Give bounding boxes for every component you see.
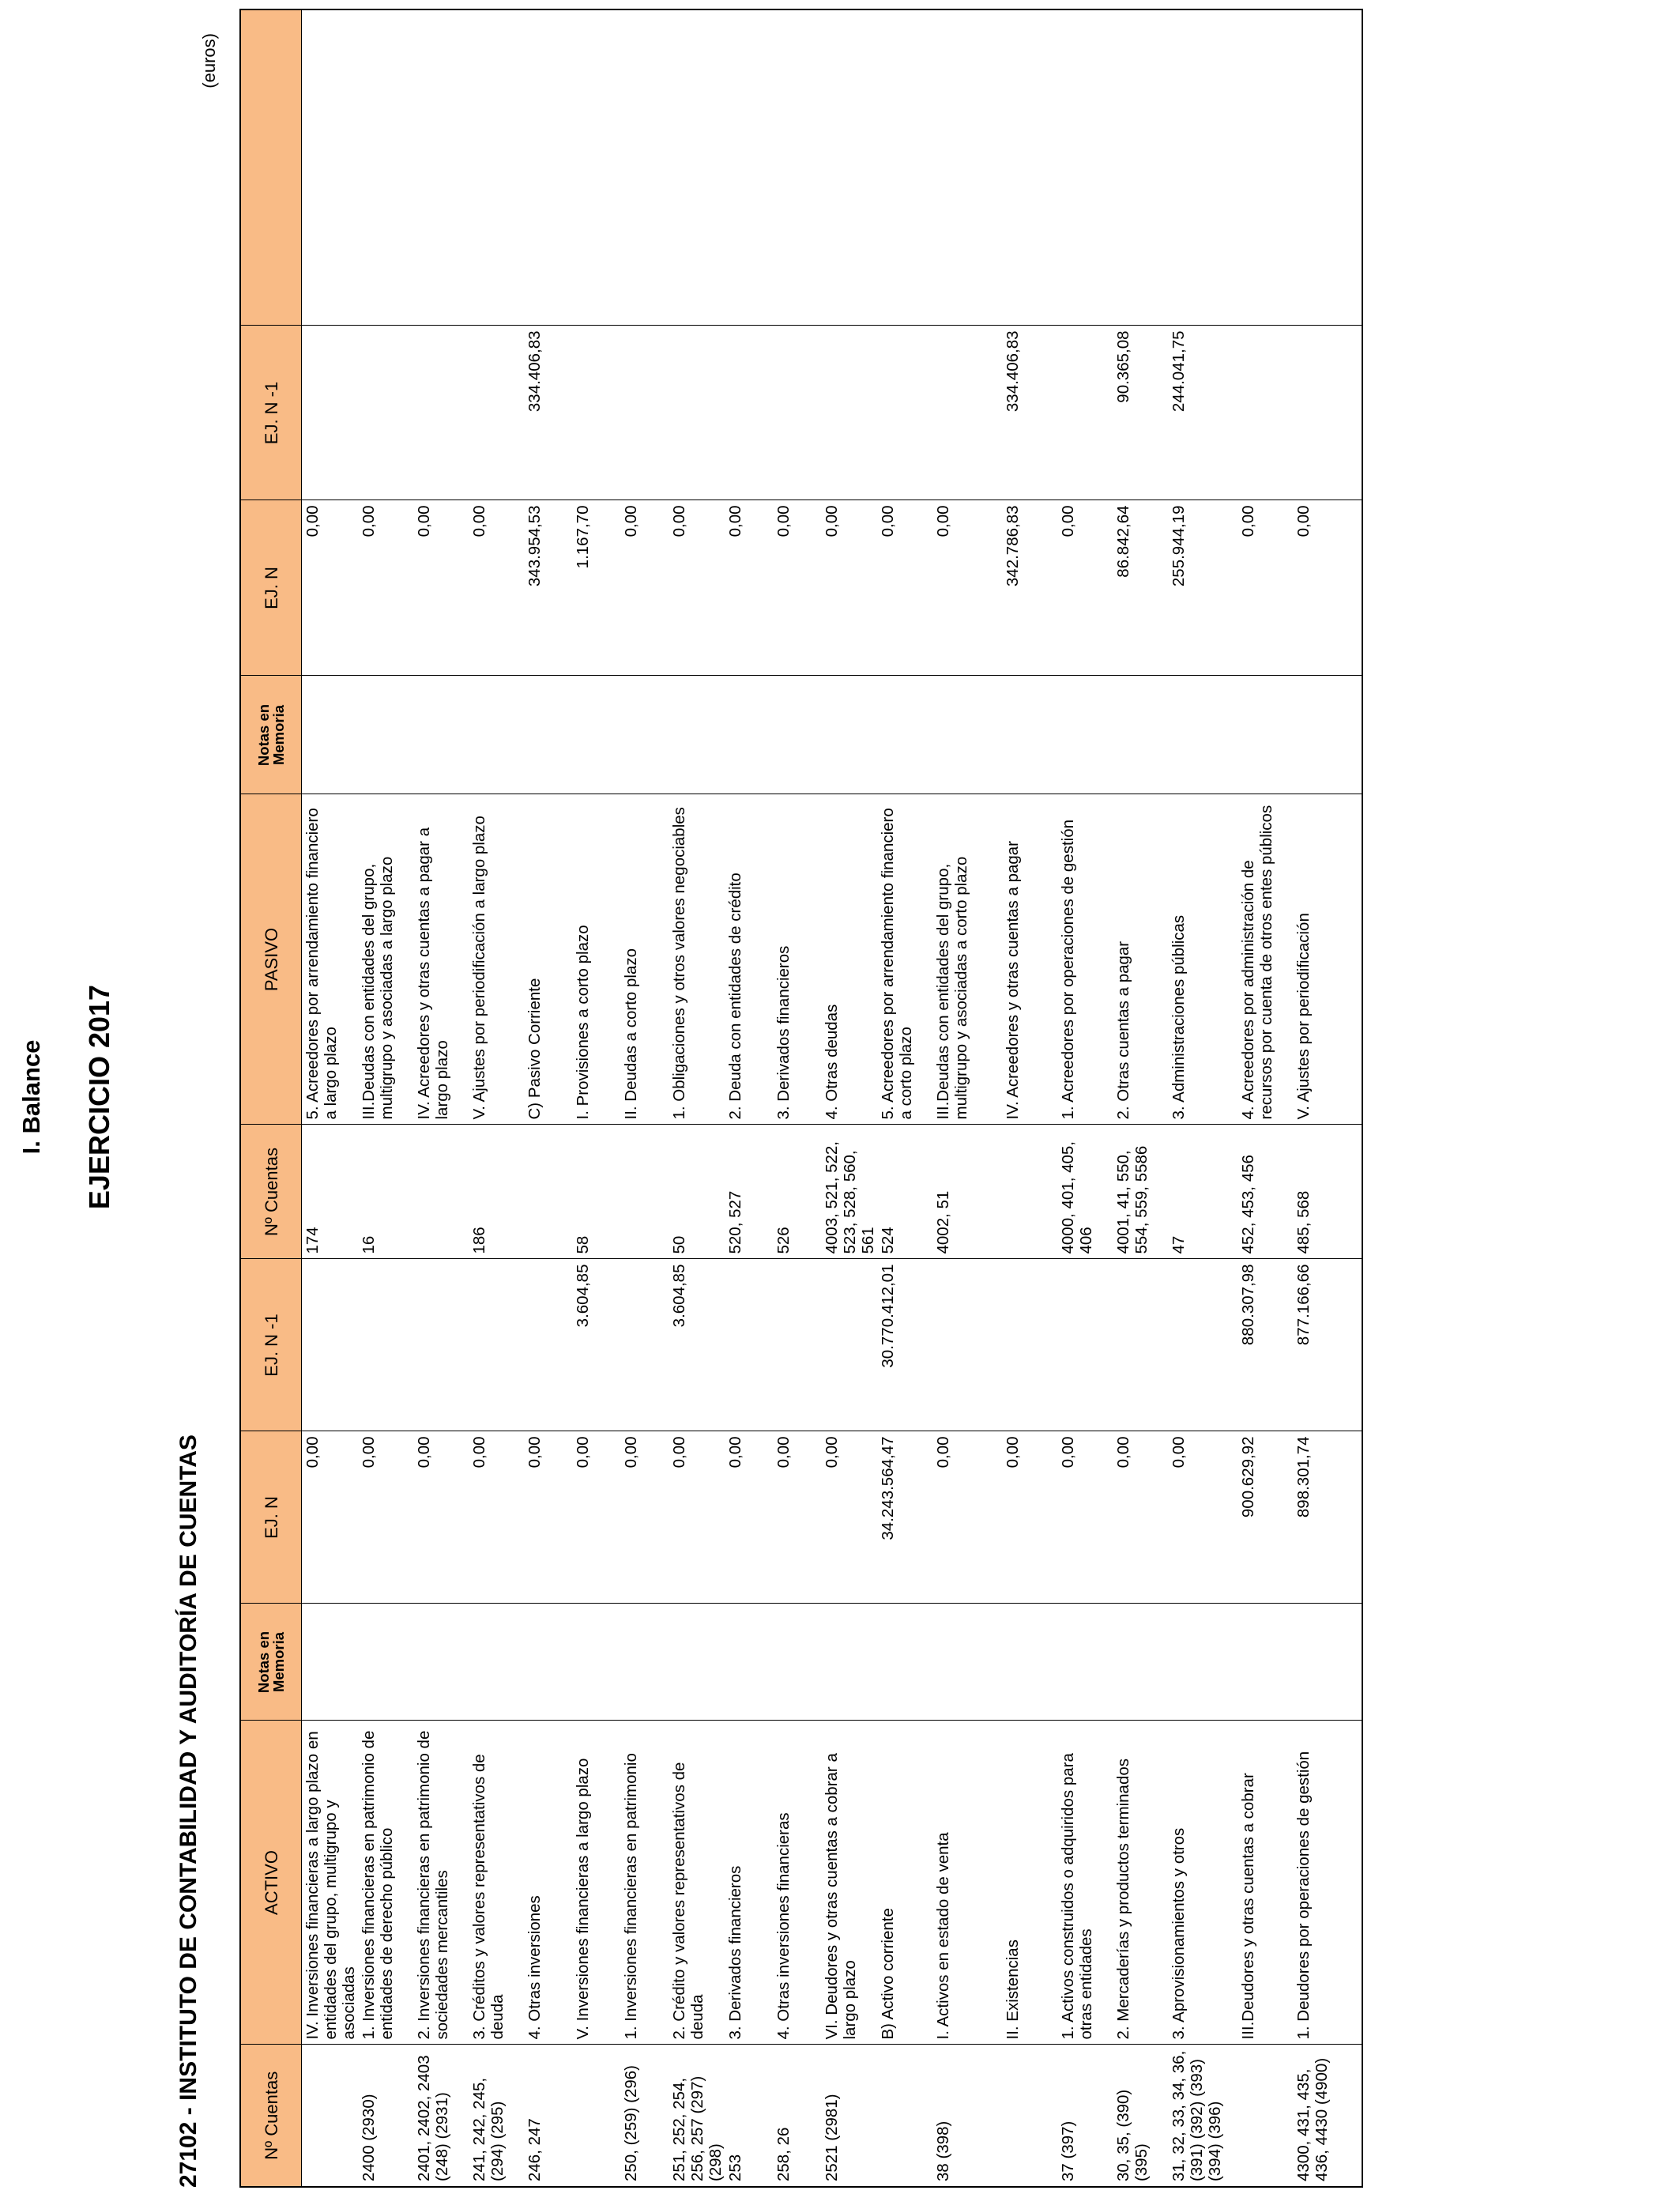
activo-notas-cell — [524, 1604, 572, 1721]
activo-ejn1-cell — [469, 1259, 524, 1431]
table-body — [302, 9, 1363, 2187]
activo-account-cell: 241, 242, 245, (294) (295) — [469, 2045, 524, 2187]
activo-account-cell: 253 — [725, 2045, 773, 2187]
pasivo-ejn-cell: 0,00 — [1293, 500, 1362, 676]
activo-ejn1-cell — [932, 1259, 1002, 1431]
pasivo-concept-cell: III.Deudas con entidades del grupo, multigrupo y asociadas a corto plazo — [932, 794, 1002, 1125]
pasivo-ejn-cell: 0,00 — [302, 500, 359, 676]
activo-account-cell — [1002, 2045, 1057, 2187]
pasivo-account-cell: 524 — [877, 1125, 932, 1259]
pasivo-concept-cell: 5. Acreedores por arrendamiento financiero a corto plazo — [877, 794, 932, 1125]
blank-cell — [1168, 9, 1237, 326]
table-row — [1237, 9, 1293, 2187]
blank-cell — [524, 9, 572, 326]
activo-ejn-cell: 34.243.564,47 — [877, 1431, 932, 1604]
pasivo-ejn1-cell — [572, 326, 620, 500]
pasivo-account-cell: 47 — [1168, 1125, 1237, 1259]
activo-ejn-cell: 0,00 — [572, 1431, 620, 1604]
table-row — [358, 9, 413, 2187]
activo-ejn-cell: 0,00 — [669, 1431, 725, 1604]
pasivo-notas-cell — [1293, 676, 1362, 794]
activo-notas-cell — [1293, 1604, 1362, 1721]
activo-ejn1-cell: 30.770.412,01 — [877, 1259, 932, 1431]
activo-ejn1-cell — [413, 1259, 469, 1431]
pasivo-notas-cell — [358, 676, 413, 794]
pasivo-concept-cell: 4. Acreedores por administración de recursos por cuenta de otros entes públicos — [1237, 794, 1293, 1125]
activo-notas-cell — [620, 1604, 669, 1721]
pasivo-notas-cell — [773, 676, 821, 794]
table-row — [524, 9, 572, 2187]
pasivo-ejn-cell: 0,00 — [358, 500, 413, 676]
activo-ejn1-cell — [725, 1259, 773, 1431]
pasivo-concept-cell: IV. Acreedores y otras cuentas a pagar — [1002, 794, 1057, 1125]
header-blank — [240, 9, 302, 326]
pasivo-ejn-cell: 0,00 — [821, 500, 877, 676]
pasivo-concept-cell: C) Pasivo Corriente — [524, 794, 572, 1125]
header-notas-pasivo — [240, 676, 302, 794]
activo-ejn1-cell: 877.166,66 — [1293, 1259, 1362, 1431]
pasivo-concept-cell: I. Provisiones a corto plazo — [572, 794, 620, 1125]
activo-concept-cell: III.Deudores y otras cuentas a cobrar — [1237, 1721, 1293, 2045]
pasivo-notas-cell — [877, 676, 932, 794]
activo-ejn1-cell: 3.604,85 — [572, 1259, 620, 1431]
activo-account-cell: 30, 35, (390) (395) — [1113, 2045, 1168, 2187]
activo-ejn-cell: 0,00 — [932, 1431, 1002, 1604]
activo-notas-cell — [877, 1604, 932, 1721]
pasivo-ejn1-cell — [877, 326, 932, 500]
activo-account-cell: 2400 (2930) — [358, 2045, 413, 2187]
activo-account-cell: 250, (259) (296) — [620, 2045, 669, 2187]
pasivo-ejn-cell: 0,00 — [620, 500, 669, 676]
pasivo-concept-cell: 3. Derivados financieros — [773, 794, 821, 1125]
header-ejn1-activo: EJ. N -1 — [240, 1259, 302, 1431]
activo-account-cell: 37 (397) — [1057, 2045, 1113, 2187]
pasivo-notas-cell — [932, 676, 1002, 794]
blank-cell — [932, 9, 1002, 326]
pasivo-ejn1-cell — [469, 326, 524, 500]
activo-concept-cell: I. Activos en estado de venta — [932, 1721, 1002, 2045]
pasivo-ejn1-cell — [1293, 326, 1362, 500]
activo-account-cell — [1237, 2045, 1293, 2187]
blank-cell — [572, 9, 620, 326]
pasivo-account-cell: 16 — [358, 1125, 413, 1259]
pasivo-account-cell: 186 — [469, 1125, 524, 1259]
header-ejn-activo: EJ. N — [240, 1431, 302, 1604]
table-row — [821, 9, 877, 2187]
pasivo-notas-cell — [469, 676, 524, 794]
pasivo-notas-cell — [669, 676, 725, 794]
activo-concept-cell: 3. Derivados financieros — [725, 1721, 773, 2045]
pasivo-account-cell: 485, 568 — [1293, 1125, 1362, 1259]
table-row — [725, 9, 773, 2187]
pasivo-ejn1-cell — [302, 326, 359, 500]
entity-title: 27102 - INSTITUTO DE CONTABILIDAD Y AUDITORÍA DE CUENTAS — [175, 1434, 202, 2188]
activo-notas-cell — [669, 1604, 725, 1721]
activo-account-cell: 38 (398) — [932, 2045, 1002, 2187]
activo-ejn1-cell: 880.307,98 — [1237, 1259, 1293, 1431]
activo-account-cell — [572, 2045, 620, 2187]
activo-account-cell: 2401, 2402, 2403 (248) (2931) — [413, 2045, 469, 2187]
pasivo-notas-cell — [1002, 676, 1057, 794]
activo-ejn1-cell — [821, 1259, 877, 1431]
pasivo-ejn1-cell — [725, 326, 773, 500]
pasivo-ejn-cell: 0,00 — [1237, 500, 1293, 676]
pasivo-account-cell: 520, 527 — [725, 1125, 773, 1259]
pasivo-ejn-cell: 342.786,83 — [1002, 500, 1057, 676]
activo-concept-cell: 1. Inversiones financieras en patrimonio — [620, 1721, 669, 2045]
table-row — [1168, 9, 1237, 2187]
pasivo-ejn-cell: 0,00 — [469, 500, 524, 676]
pasivo-account-cell — [620, 1125, 669, 1259]
pasivo-concept-cell: IV. Acreedores y otras cuentas a pagar a largo plazo — [413, 794, 469, 1125]
pasivo-ejn-cell: 0,00 — [725, 500, 773, 676]
units-label: (euros) — [199, 33, 219, 89]
blank-cell — [1002, 9, 1057, 326]
activo-notas-cell — [932, 1604, 1002, 1721]
pasivo-ejn1-cell — [773, 326, 821, 500]
pasivo-notas-cell — [1057, 676, 1113, 794]
activo-ejn1-cell — [524, 1259, 572, 1431]
activo-ejn-cell: 0,00 — [1002, 1431, 1057, 1604]
activo-notas-cell — [1057, 1604, 1113, 1721]
blank-cell — [302, 9, 359, 326]
header-cuentas-pasivo: Nº Cuentas — [240, 1125, 302, 1259]
pasivo-concept-cell: II. Deudas a corto plazo — [620, 794, 669, 1125]
pasivo-ejn1-cell — [413, 326, 469, 500]
pasivo-notas-cell — [572, 676, 620, 794]
activo-notas-cell — [358, 1604, 413, 1721]
pasivo-concept-cell: 5. Acreedores por arrendamiento financiero a largo plazo — [302, 794, 359, 1125]
activo-ejn-cell: 0,00 — [302, 1431, 359, 1604]
pasivo-ejn1-cell: 244.041,75 — [1168, 326, 1237, 500]
table-row — [1113, 9, 1168, 2187]
header-cuentas-activo: Nº Cuentas — [240, 2045, 302, 2187]
pasivo-concept-cell: V. Ajustes por periodificación — [1293, 794, 1362, 1125]
pasivo-account-cell: 174 — [302, 1125, 359, 1259]
activo-concept-cell: 2. Crédito y valores representativos de deuda — [669, 1721, 725, 2045]
activo-concept-cell: 2. Inversiones financieras en patrimonio de sociedades mercantiles — [413, 1721, 469, 2045]
notas-line-2: Memoria — [270, 704, 287, 766]
activo-ejn-cell: 0,00 — [1113, 1431, 1168, 1604]
pasivo-notas-cell — [1168, 676, 1237, 794]
notas-line-2: Memoria — [270, 1631, 287, 1693]
pasivo-concept-cell: 4. Otras deudas — [821, 794, 877, 1125]
pasivo-ejn-cell: 0,00 — [877, 500, 932, 676]
blank-cell — [358, 9, 413, 326]
activo-concept-cell: II. Existencias — [1002, 1721, 1057, 2045]
table-row — [932, 9, 1002, 2187]
activo-account-cell: 31, 32, 33, 34, 36, (391) (392) (393) (394) (396) — [1168, 2045, 1237, 2187]
pasivo-ejn1-cell: 334.406,83 — [1002, 326, 1057, 500]
activo-notas-cell — [821, 1604, 877, 1721]
activo-ejn1-cell — [1113, 1259, 1168, 1431]
blank-cell — [725, 9, 773, 326]
pasivo-ejn-cell: 0,00 — [932, 500, 1002, 676]
activo-account-cell: 246, 247 — [524, 2045, 572, 2187]
activo-account-cell: 258, 26 — [773, 2045, 821, 2187]
activo-concept-cell: VI. Deudores y otras cuentas a cobrar a largo plazo — [821, 1721, 877, 2045]
activo-ejn1-cell — [358, 1259, 413, 1431]
notas-line-1: Notas en — [255, 1630, 272, 1694]
pasivo-concept-cell: V. Ajustes por periodificación a largo plazo — [469, 794, 524, 1125]
pasivo-notas-cell — [302, 676, 359, 794]
pasivo-notas-cell — [1237, 676, 1293, 794]
pasivo-ejn1-cell — [669, 326, 725, 500]
activo-notas-cell — [725, 1604, 773, 1721]
pasivo-concept-cell: 3. Administraciones públicas — [1168, 794, 1237, 1125]
table-row — [1293, 9, 1362, 2187]
pasivo-ejn-cell: 343.954,53 — [524, 500, 572, 676]
activo-account-cell — [302, 2045, 359, 2187]
activo-concept-cell: 1. Activos construidos o adquiridos para otras entidades — [1057, 1721, 1113, 2045]
blank-cell — [877, 9, 932, 326]
activo-ejn-cell: 0,00 — [358, 1431, 413, 1604]
header-ejn1-pasivo: EJ. N -1 — [240, 326, 302, 500]
table-row — [302, 9, 359, 2187]
blank-cell — [413, 9, 469, 326]
pasivo-ejn-cell: 0,00 — [773, 500, 821, 676]
notas-line-1: Notas en — [255, 703, 272, 767]
activo-ejn-cell: 0,00 — [1057, 1431, 1113, 1604]
activo-ejn-cell: 0,00 — [524, 1431, 572, 1604]
activo-concept-cell: 1. Deudores por operaciones de gestión — [1293, 1721, 1362, 2045]
activo-concept-cell: 3. Créditos y valores representativos de deuda — [469, 1721, 524, 2045]
blank-cell — [1237, 9, 1293, 326]
balance-table — [239, 9, 1363, 2188]
activo-concept-cell: IV. Inversiones financieras a largo plazo en entidades del grupo, multigrupo y asociadas — [302, 1721, 359, 2045]
blank-cell — [1057, 9, 1113, 326]
activo-account-cell: 4300, 431, 435, 436, 4430 (4900) — [1293, 2045, 1362, 2187]
activo-ejn-cell: 0,00 — [821, 1431, 877, 1604]
activo-notas-cell — [1237, 1604, 1293, 1721]
activo-ejn1-cell — [1057, 1259, 1113, 1431]
blank-cell — [1113, 9, 1168, 326]
activo-concept-cell: B) Activo corriente — [877, 1721, 932, 2045]
blank-cell — [773, 9, 821, 326]
activo-concept-cell: V. Inversiones financieras a largo plazo — [572, 1721, 620, 2045]
pasivo-ejn-cell: 1.167,70 — [572, 500, 620, 676]
blank-cell — [1293, 9, 1362, 326]
blank-cell — [821, 9, 877, 326]
pasivo-notas-cell — [821, 676, 877, 794]
activo-ejn1-cell — [302, 1259, 359, 1431]
activo-account-cell: 2521 (2981) — [821, 2045, 877, 2187]
pasivo-notas-cell — [620, 676, 669, 794]
table-row — [572, 9, 620, 2187]
activo-ejn-cell: 0,00 — [469, 1431, 524, 1604]
activo-ejn1-cell: 3.604,85 — [669, 1259, 725, 1431]
activo-ejn1-cell — [1002, 1259, 1057, 1431]
pasivo-notas-cell — [413, 676, 469, 794]
blank-cell — [620, 9, 669, 326]
pasivo-account-cell — [524, 1125, 572, 1259]
pasivo-ejn-cell: 0,00 — [1057, 500, 1113, 676]
blank-cell — [669, 9, 725, 326]
activo-notas-cell — [773, 1604, 821, 1721]
pasivo-concept-cell: 2. Deuda con entidades de crédito — [725, 794, 773, 1125]
pasivo-ejn-cell: 255.944,19 — [1168, 500, 1237, 676]
pasivo-ejn1-cell — [932, 326, 1002, 500]
activo-account-cell — [877, 2045, 932, 2187]
activo-ejn-cell: 0,00 — [773, 1431, 821, 1604]
activo-concept-cell: 4. Otras inversiones — [524, 1721, 572, 2045]
table-row — [1057, 9, 1113, 2187]
pasivo-concept-cell: 2. Otras cuentas a pagar — [1113, 794, 1168, 1125]
pasivo-ejn-cell: 0,00 — [669, 500, 725, 676]
pasivo-account-cell: 58 — [572, 1125, 620, 1259]
pasivo-notas-cell — [1113, 676, 1168, 794]
pasivo-ejn1-cell — [1237, 326, 1293, 500]
pasivo-concept-cell: III.Deudas con entidades del grupo, multigrupo y asociadas a largo plazo — [358, 794, 413, 1125]
pasivo-account-cell: 4000, 401, 405, 406 — [1057, 1125, 1113, 1259]
pasivo-concept-cell: 1. Acreedores por operaciones de gestión — [1057, 794, 1113, 1125]
pasivo-account-cell: 4002, 51 — [932, 1125, 1002, 1259]
header-activo: ACTIVO — [240, 1721, 302, 2045]
activo-notas-cell — [1113, 1604, 1168, 1721]
pasivo-ejn-cell: 0,00 — [413, 500, 469, 676]
activo-notas-cell — [572, 1604, 620, 1721]
pasivo-ejn-cell: 86.842,64 — [1113, 500, 1168, 676]
pasivo-account-cell: 526 — [773, 1125, 821, 1259]
activo-ejn-cell: 898.301,74 — [1293, 1431, 1362, 1604]
table-row — [620, 9, 669, 2187]
pasivo-account-cell: 4001, 41, 550, 554, 559, 5586 — [1113, 1125, 1168, 1259]
activo-concept-cell: 4. Otras inversiones financieras — [773, 1721, 821, 2045]
pasivo-concept-cell: 1. Obligaciones y otros valores negociables — [669, 794, 725, 1125]
activo-ejn-cell: 900.629,92 — [1237, 1431, 1293, 1604]
activo-notas-cell — [1168, 1604, 1237, 1721]
pasivo-notas-cell — [524, 676, 572, 794]
activo-notas-cell — [1002, 1604, 1057, 1721]
pasivo-ejn1-cell: 334.406,83 — [524, 326, 572, 500]
table-header — [240, 9, 302, 2187]
table-row — [773, 9, 821, 2187]
pasivo-ejn1-cell: 90.365,08 — [1113, 326, 1168, 500]
activo-ejn-cell: 0,00 — [725, 1431, 773, 1604]
page-title: I. Balance — [17, 1039, 45, 1155]
table-row — [669, 9, 725, 2187]
activo-ejn-cell: 0,00 — [620, 1431, 669, 1604]
activo-ejn1-cell — [773, 1259, 821, 1431]
activo-ejn-cell: 0,00 — [1168, 1431, 1237, 1604]
table-row — [877, 9, 932, 2187]
activo-notas-cell — [413, 1604, 469, 1721]
pasivo-ejn1-cell — [620, 326, 669, 500]
pasivo-account-cell — [1002, 1125, 1057, 1259]
activo-ejn-cell: 0,00 — [413, 1431, 469, 1604]
exercise-title: EJERCICIO 2017 — [83, 984, 115, 1210]
table-row — [413, 9, 469, 2187]
pasivo-ejn1-cell — [1057, 326, 1113, 500]
activo-ejn1-cell — [1168, 1259, 1237, 1431]
pasivo-account-cell: 452, 453, 456 — [1237, 1125, 1293, 1259]
activo-concept-cell: 3. Aprovisionamientos y otros — [1168, 1721, 1237, 2045]
pasivo-account-cell — [413, 1125, 469, 1259]
blank-cell — [469, 9, 524, 326]
pasivo-account-cell: 50 — [669, 1125, 725, 1259]
activo-concept-cell: 1. Inversiones financieras en patrimonio de entidades de derecho público — [358, 1721, 413, 2045]
table-row — [469, 9, 524, 2187]
header-ejn-pasivo: EJ. N — [240, 500, 302, 676]
header-notas-activo — [240, 1604, 302, 1721]
activo-notas-cell — [302, 1604, 359, 1721]
activo-ejn1-cell — [620, 1259, 669, 1431]
pasivo-ejn1-cell — [358, 326, 413, 500]
pasivo-account-cell: 4003, 521, 522, 523, 528, 560, 561 — [821, 1125, 877, 1259]
activo-account-cell: 251, 252, 254, 256, 257 (297) (298) — [669, 2045, 725, 2187]
pasivo-notas-cell — [725, 676, 773, 794]
header-pasivo: PASIVO — [240, 794, 302, 1125]
table-row — [1002, 9, 1057, 2187]
pasivo-ejn1-cell — [821, 326, 877, 500]
activo-concept-cell: 2. Mercaderías y productos terminados — [1113, 1721, 1168, 2045]
activo-notas-cell — [469, 1604, 524, 1721]
